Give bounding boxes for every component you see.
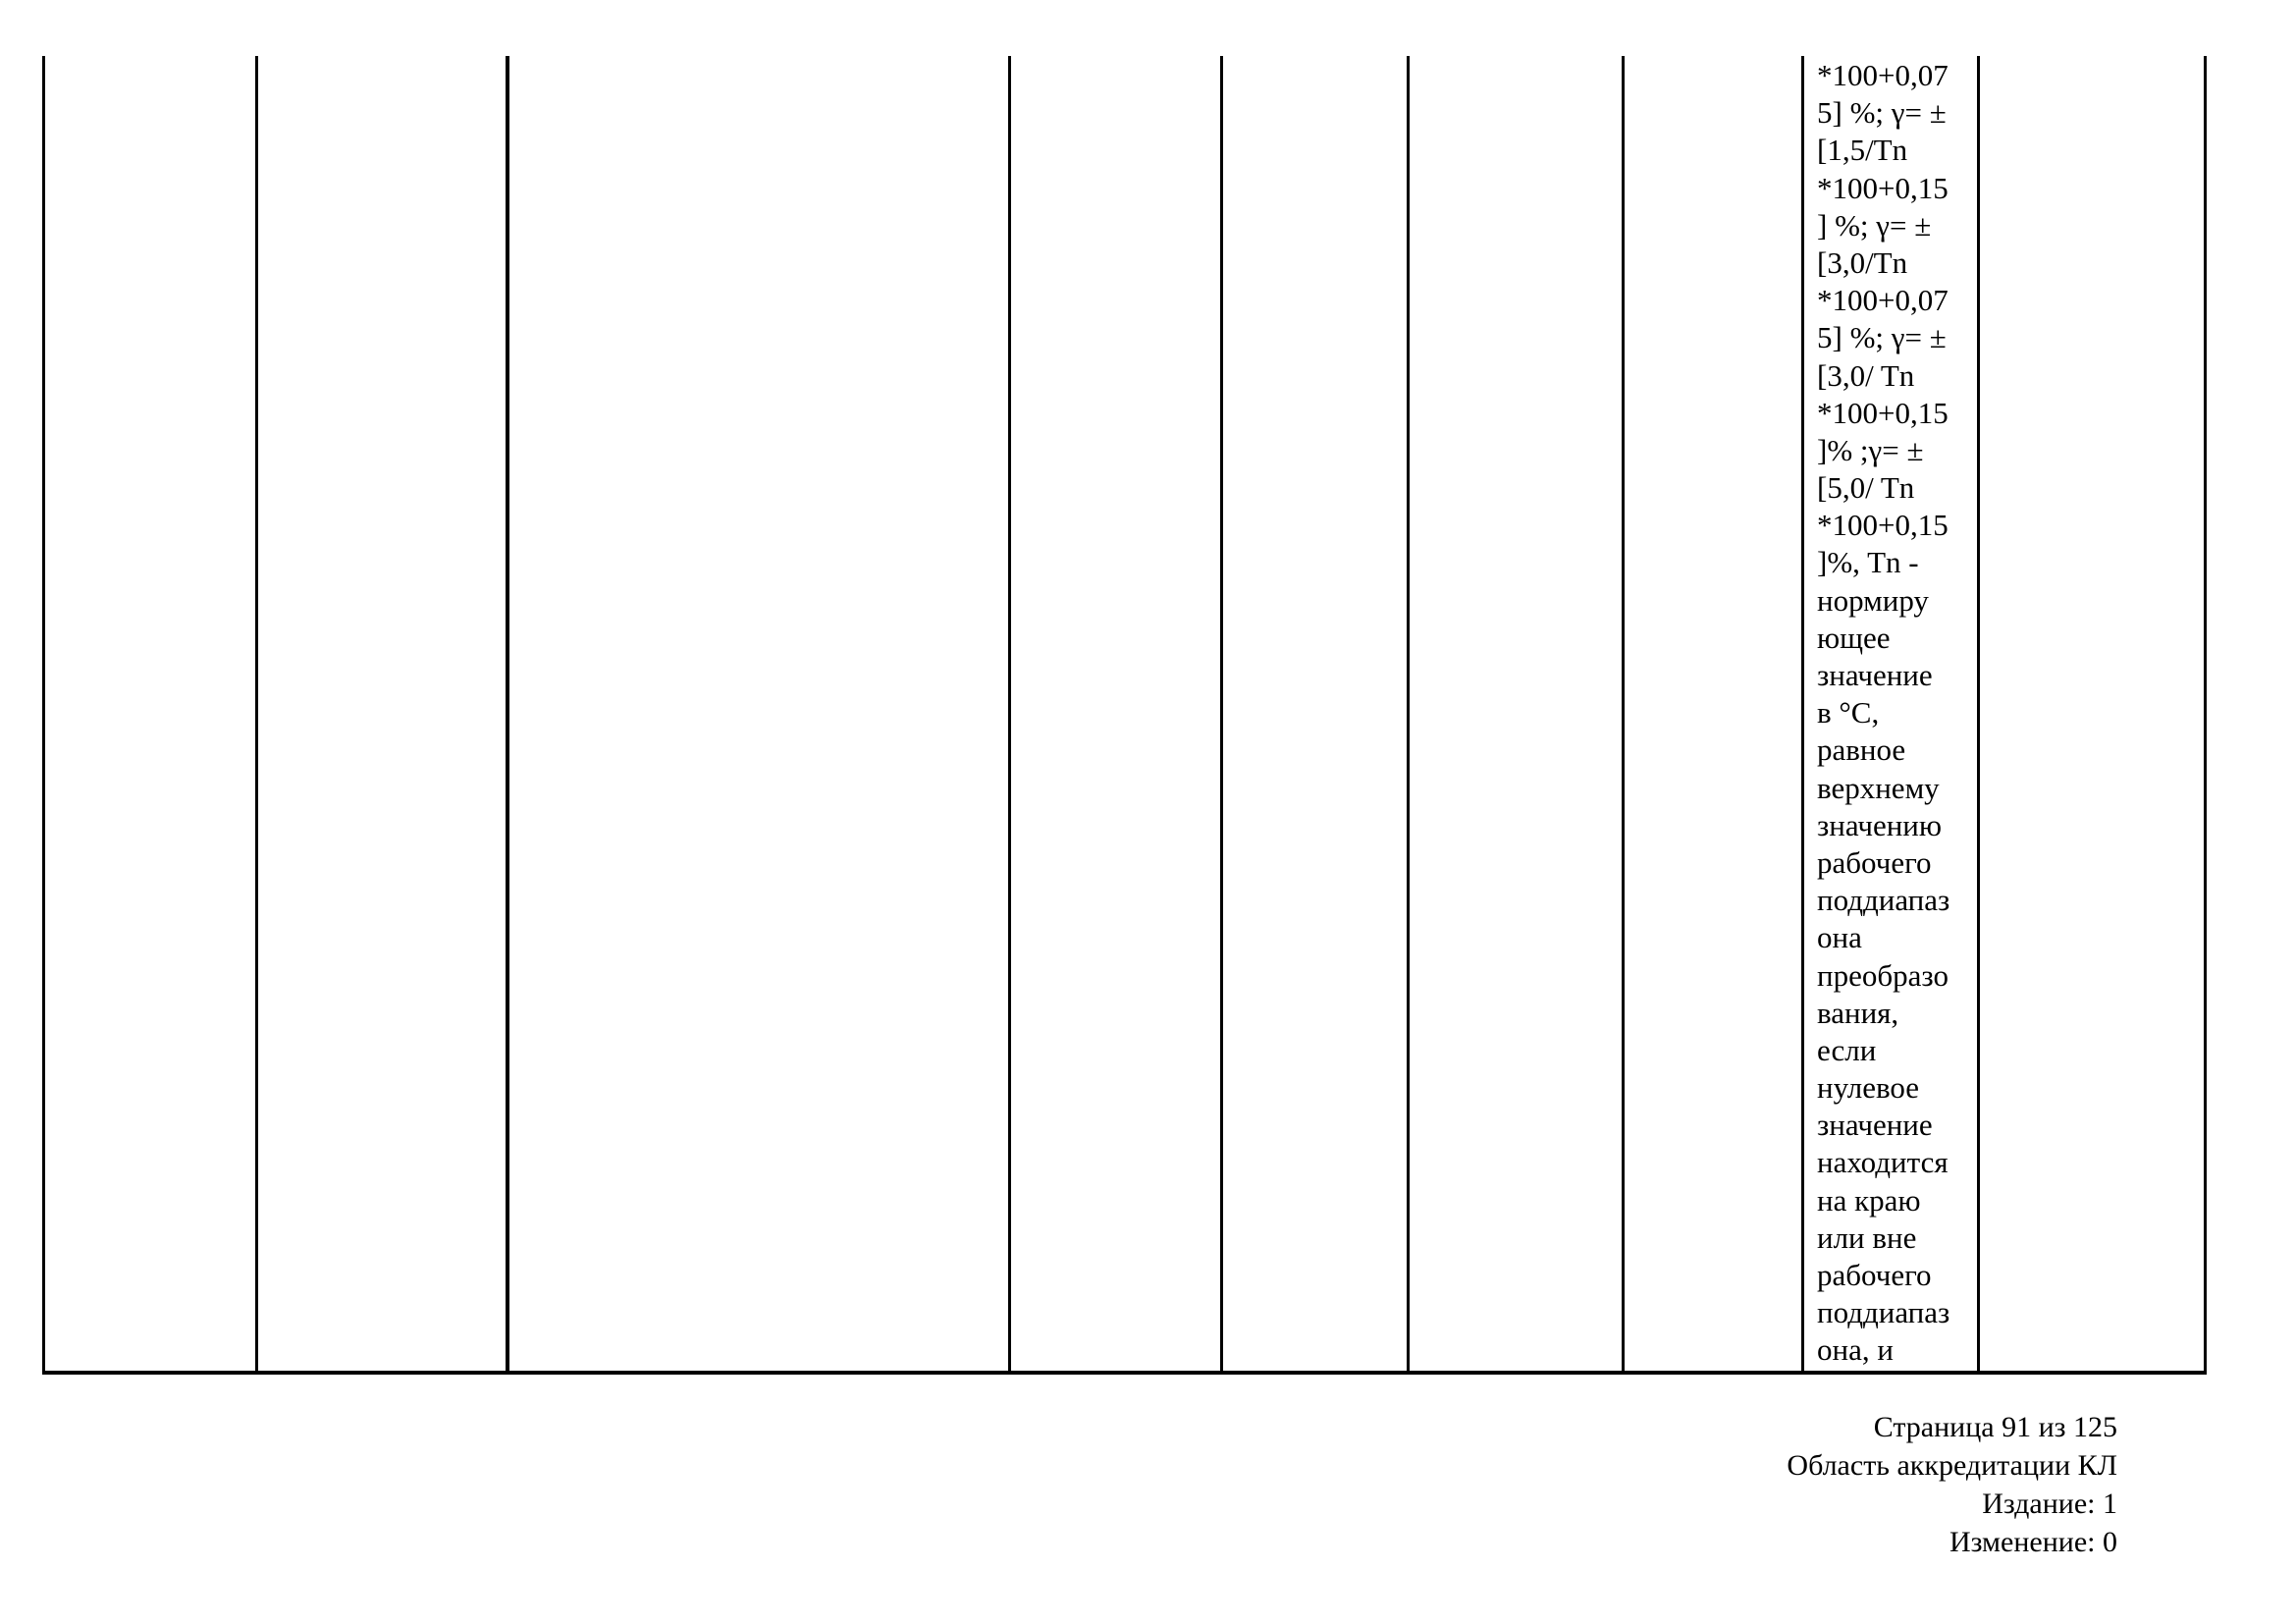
formula-text-line: значение [1817,1108,1933,1143]
formula-text-line: находится [1817,1145,1949,1180]
formula-text-line: верхнему [1817,770,1940,805]
formula-text-line: *100+0,15 [1817,170,1949,205]
formula-text-line: преобразо [1817,957,1949,993]
footer-text-line: Область аккредитации КЛ [1787,1449,2117,1482]
formula-text-line: 5] %; γ= ± [1817,320,1947,355]
footer-text-line: Изменение: 0 [1949,1526,2117,1558]
formula-text-line: вания, [1817,995,1899,1030]
formula-text-line: рабочего [1817,1258,1932,1292]
formula-text-line: ]%, Tn - [1817,545,1919,580]
formula-text-line: или вне [1817,1219,1917,1255]
formula-text-line: *100+0,07 [1817,283,1949,318]
table-column-3 [506,56,1008,1371]
table-column-2 [255,56,506,1371]
formula-text-line: рабочего [1817,844,1932,880]
formula-text-line: нулевое [1817,1070,1920,1106]
footer-text-line: Страница 91 из 125 [1873,1411,2117,1443]
formula-text-line: нормиру [1817,582,1929,618]
formula-text-line: если [1817,1032,1877,1067]
table-column-7 [1622,56,1801,1371]
formula-text-line: значение [1817,658,1933,692]
formula-text-line: она [1817,920,1862,955]
formula-text-line: *100+0,15 [1817,508,1949,543]
formula-text-line: значению [1817,807,1943,842]
formula-text-line: ющее [1817,620,1891,655]
formula-text-line: ] %; γ= ± [1817,207,1932,243]
measurement-error-formula-cell [1804,56,1977,1370]
formula-text-line: 5] %; γ= ± [1817,95,1947,131]
table-column-4 [1008,56,1220,1371]
formula-text-line: [3,0/Tn [1817,244,1908,280]
formula-text-line: она, и [1817,1332,1894,1368]
formula-text-line: в °С, [1817,695,1880,731]
formula-text-line: равное [1817,732,1906,768]
accreditation-scope-table [42,56,2207,1375]
formula-text-line: [3,0/ Tn [1817,357,1915,393]
formula-text-line: *100+0,15 [1817,395,1949,430]
page-footer [1787,1408,2117,1561]
table-column-9 [1977,56,2207,1371]
table-column-8 [1801,56,1977,1371]
table-column-1 [42,56,255,1371]
formula-text-line: [5,0/ Tn [1817,470,1915,506]
formula-text-line: поддиапаз [1817,883,1950,918]
formula-text-line: на краю [1817,1182,1921,1218]
formula-text-line: [1,5/Tn [1817,133,1908,168]
table-column-6 [1407,56,1622,1371]
table-column-5 [1220,56,1407,1371]
formula-text-line: ]% ;γ= ± [1817,432,1924,467]
formula-text-line: *100+0,07 [1817,58,1949,92]
formula-text-line: поддиапаз [1817,1295,1950,1330]
footer-text-line: Издание: 1 [1982,1488,2117,1520]
